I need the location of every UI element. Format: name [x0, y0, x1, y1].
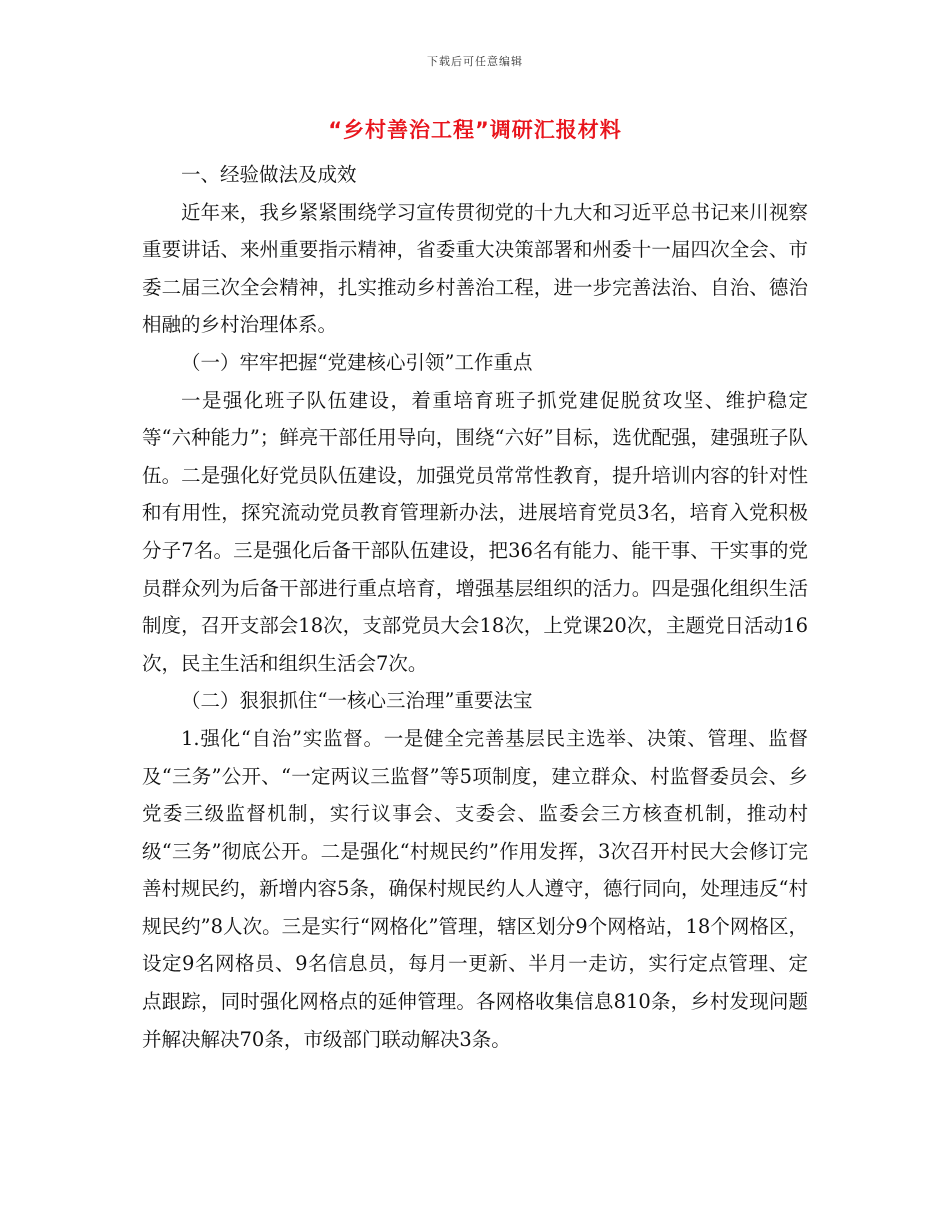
header-note: 下载后可任意编辑	[427, 55, 523, 68]
body-paragraph: 1.强化“自治”实监督。一是健全完善基层民主选举、决策、管理、监督及“三务”公开、“一定两议三监督”等5项制度，建立群众、村监督委员会、乡党委三级监督机制，实行议事会、支委会、监委会三方核查机制，推动村级“三务”彻底公开。二是强化“村规民约”作用发挥，3次召开村民大会修订完善村规民约，新增内容5条，确保村规民约人人遵守，德行同向，处理违反“村规民约”8人次。三是实行“网格化”管理，辖区划分9个网格站，18个网格区，设定9名网格员、9名信息员，每月一更新、半月一走访，实行定点管理、定点跟踪，同时强化网格点的延伸管理。各网格收集信息810条，乡村发现问题并解决解决70条，市级部门联动解决3条。	[142, 726, 808, 1051]
subsection-heading: （二）狠狠抓住“一核心三治理”重要法宝	[181, 689, 533, 713]
document-body	[142, 156, 808, 1058]
document-title: “乡村善治工程”调研汇报材料	[328, 118, 622, 142]
body-paragraph: 近年来，我乡紧紧围绕学习宣传贯彻党的十九大和习近平总书记来川视察重要讲话、来州重要指示精神，省委重大决策部署和州委十一届四次全会、市委二届三次全会精神，扎实推动乡村善治工程，进一步完善法治、自治、德治相融的乡村治理体系。	[142, 200, 808, 337]
body-paragraph: 一是强化班子队伍建设，着重培育班子抓党建促脱贫攻坚、维护稳定等“六种能力”；鲜亮干部任用导向，围绕“六好”目标，选优配强，建强班子队伍。二是强化好党员队伍建设，加强党员常常性教育，提升培训内容的针对性和有用性，探究流动党员教育管理新办法，进展培育党员3名，培育入党积极分子7名。三是强化后备干部队伍建设，把36名有能力、能干事、干实事的党员群众列为后备干部进行重点培育，增强基层组织的活力。四是强化组织生活制度，召开支部会18次，支部党员大会18次，上党课20次，主题党日活动16次，民主生活和组织生活会7次。	[142, 388, 808, 675]
subsection-heading: （一）牢牢把握“党建核心引领”工作重点	[181, 350, 533, 374]
section-heading: 一、经验做法及成效	[181, 163, 357, 186]
